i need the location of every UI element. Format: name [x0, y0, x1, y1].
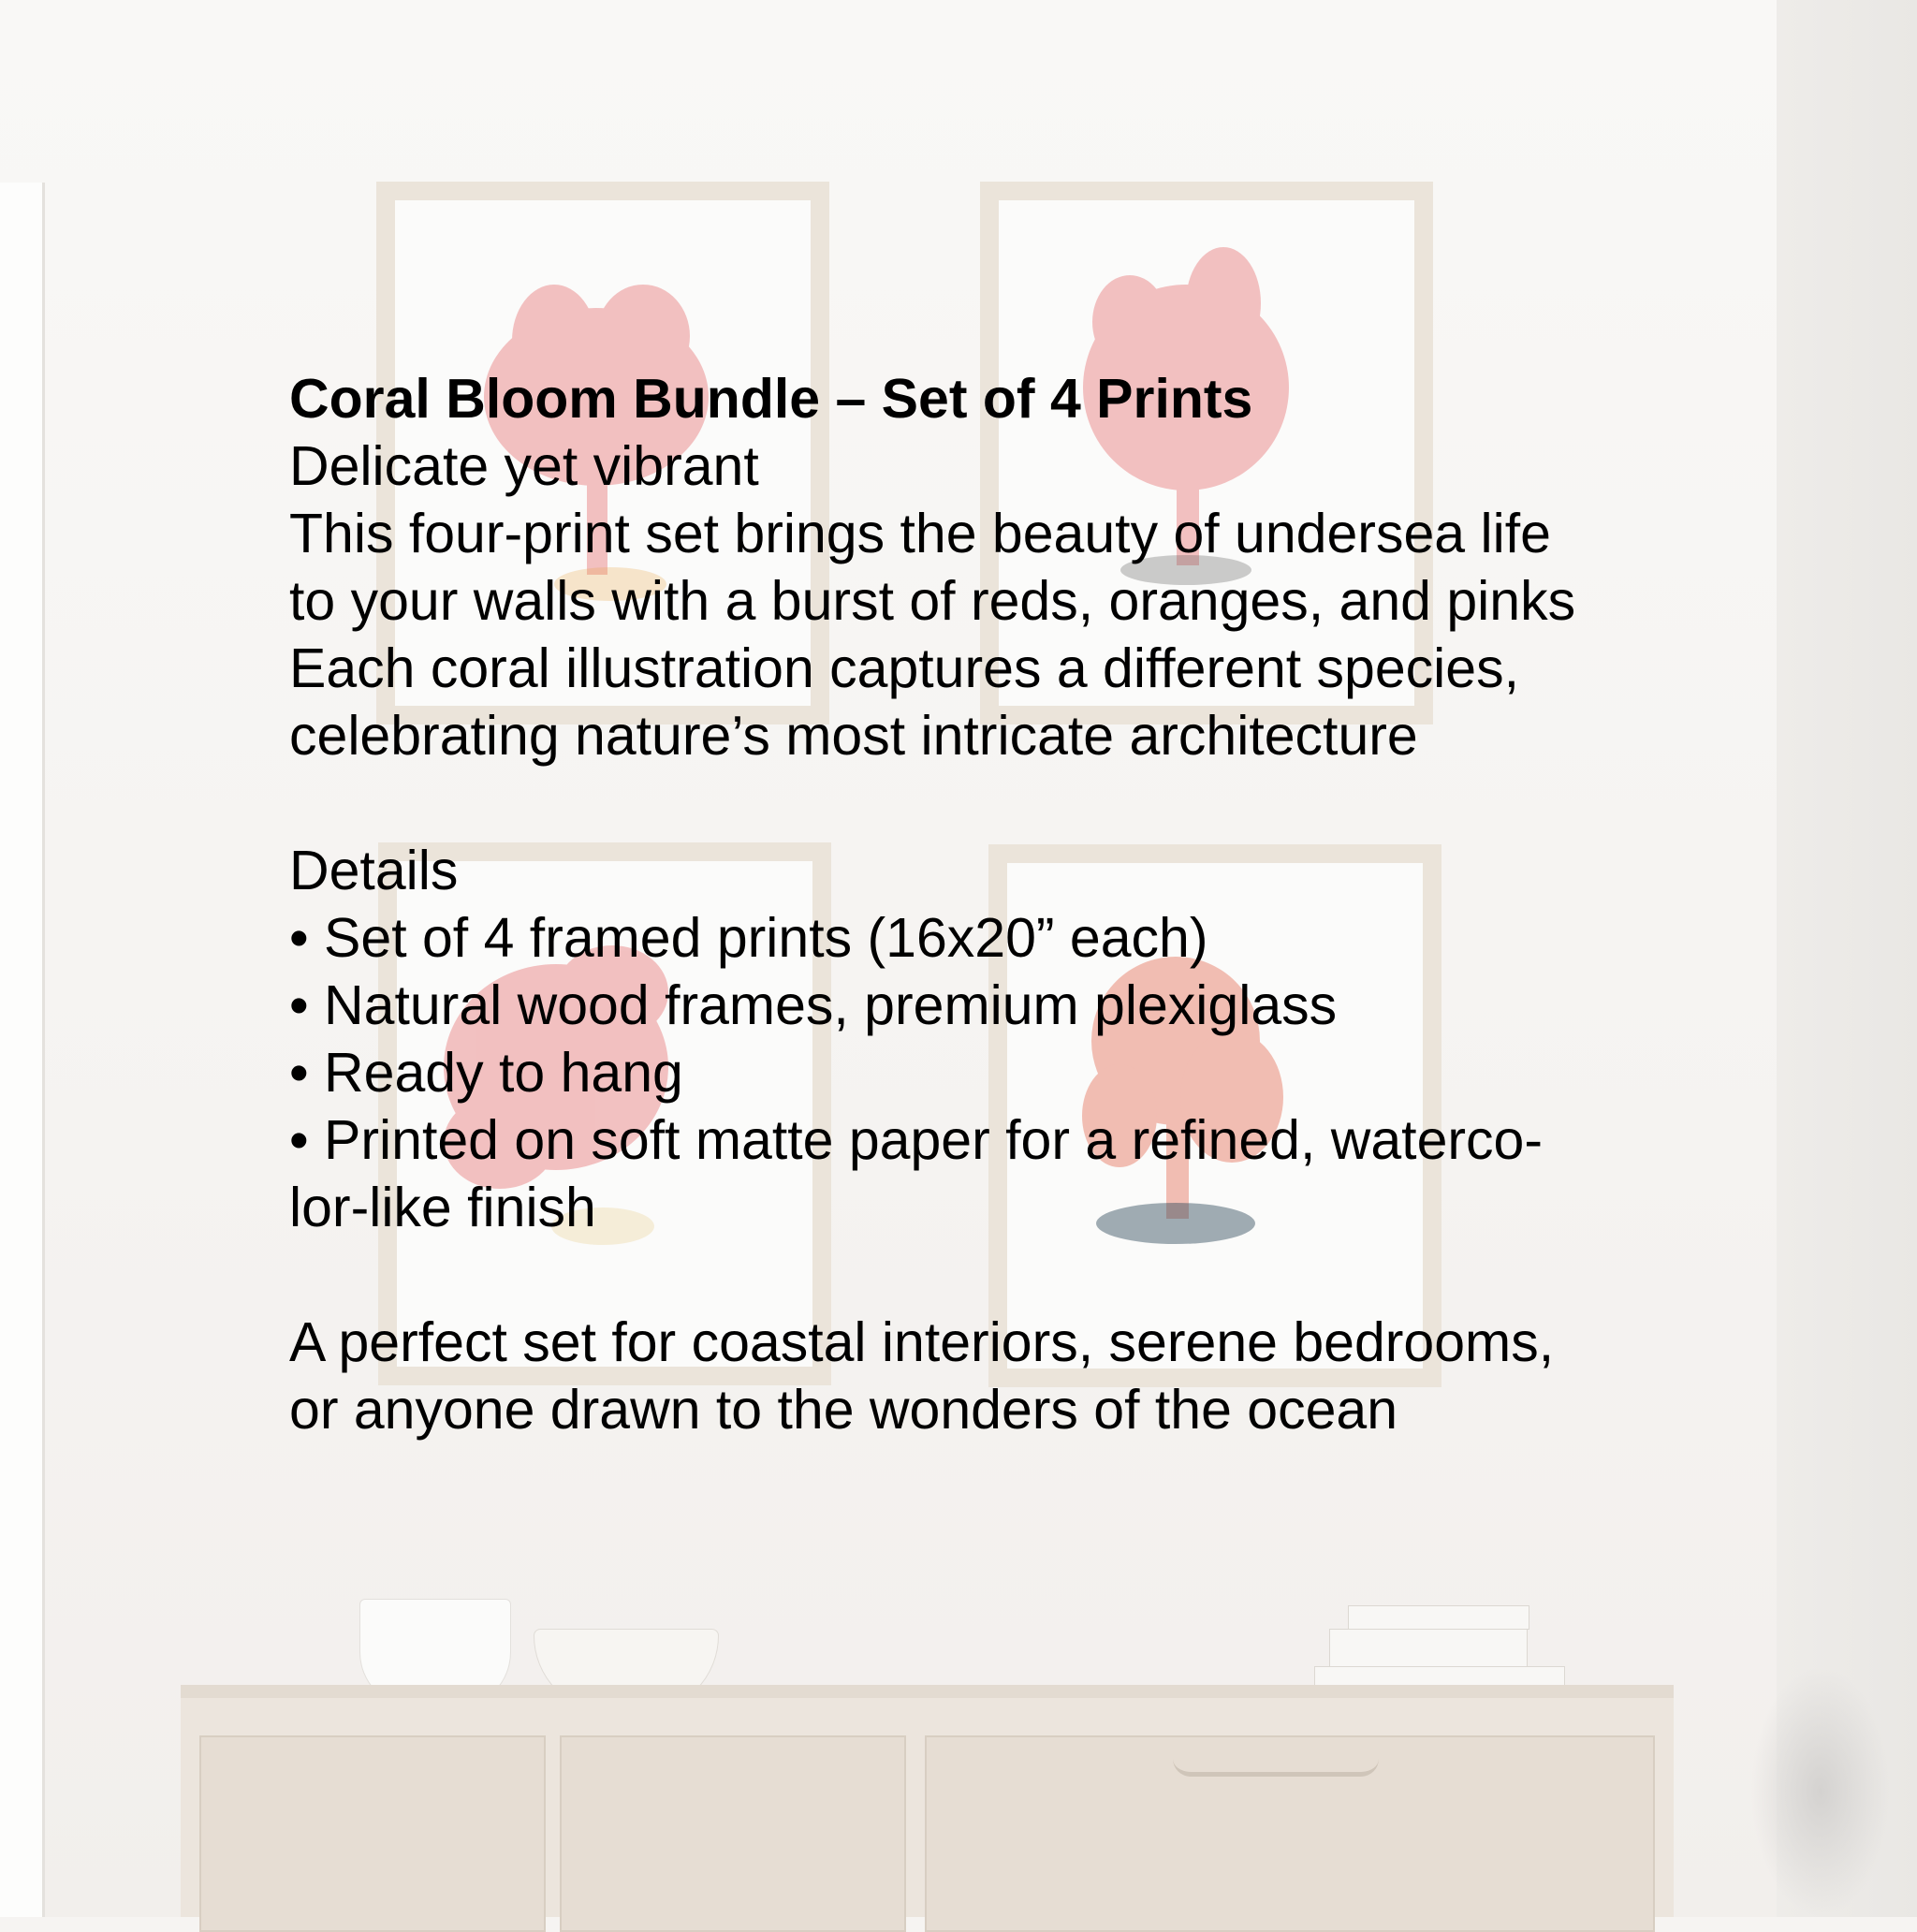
spacer [289, 1241, 1693, 1309]
wooden-console-table [181, 1685, 1674, 1917]
description-line: This four-print set brings the beauty of undersea life [289, 503, 1551, 564]
closing-line: or anyone drawn to the wonders of the ocean [289, 1379, 1398, 1441]
floor-shadow [1750, 1666, 1891, 1917]
side-frame-edge [0, 183, 45, 1917]
spacer [289, 769, 1693, 837]
wall-corner [1777, 0, 1917, 1917]
detail-item-continued: lor-like finish [289, 1177, 596, 1238]
description-line: Each coral illustration captures a different species, [289, 637, 1519, 699]
tagline: Delicate yet vibrant [289, 435, 759, 497]
detail-item: • Natural wood frames, premium plexiglass [289, 974, 1338, 1036]
book [1329, 1629, 1528, 1668]
product-title: Coral Bloom Bundle – Set of 4 Prints [289, 368, 1253, 430]
detail-item: • Printed on soft matte paper for a refined, waterco- [289, 1109, 1543, 1171]
detail-item: • Ready to hang [289, 1042, 683, 1104]
closing-line: A perfect set for coastal interiors, serene bedrooms, [289, 1311, 1555, 1373]
book [1348, 1605, 1529, 1630]
product-description [289, 365, 1693, 1443]
description-line: celebrating nature’s most intricate architecture [289, 705, 1418, 767]
detail-item: • Set of 4 framed prints (16x20” each) [289, 907, 1208, 969]
description-line: to your walls with a burst of reds, oranges, and pinks [289, 570, 1576, 632]
cabinet-door [199, 1735, 546, 1932]
details-heading: Details [289, 840, 459, 901]
cabinet-door [560, 1735, 906, 1932]
drawer-handle [1173, 1759, 1379, 1777]
